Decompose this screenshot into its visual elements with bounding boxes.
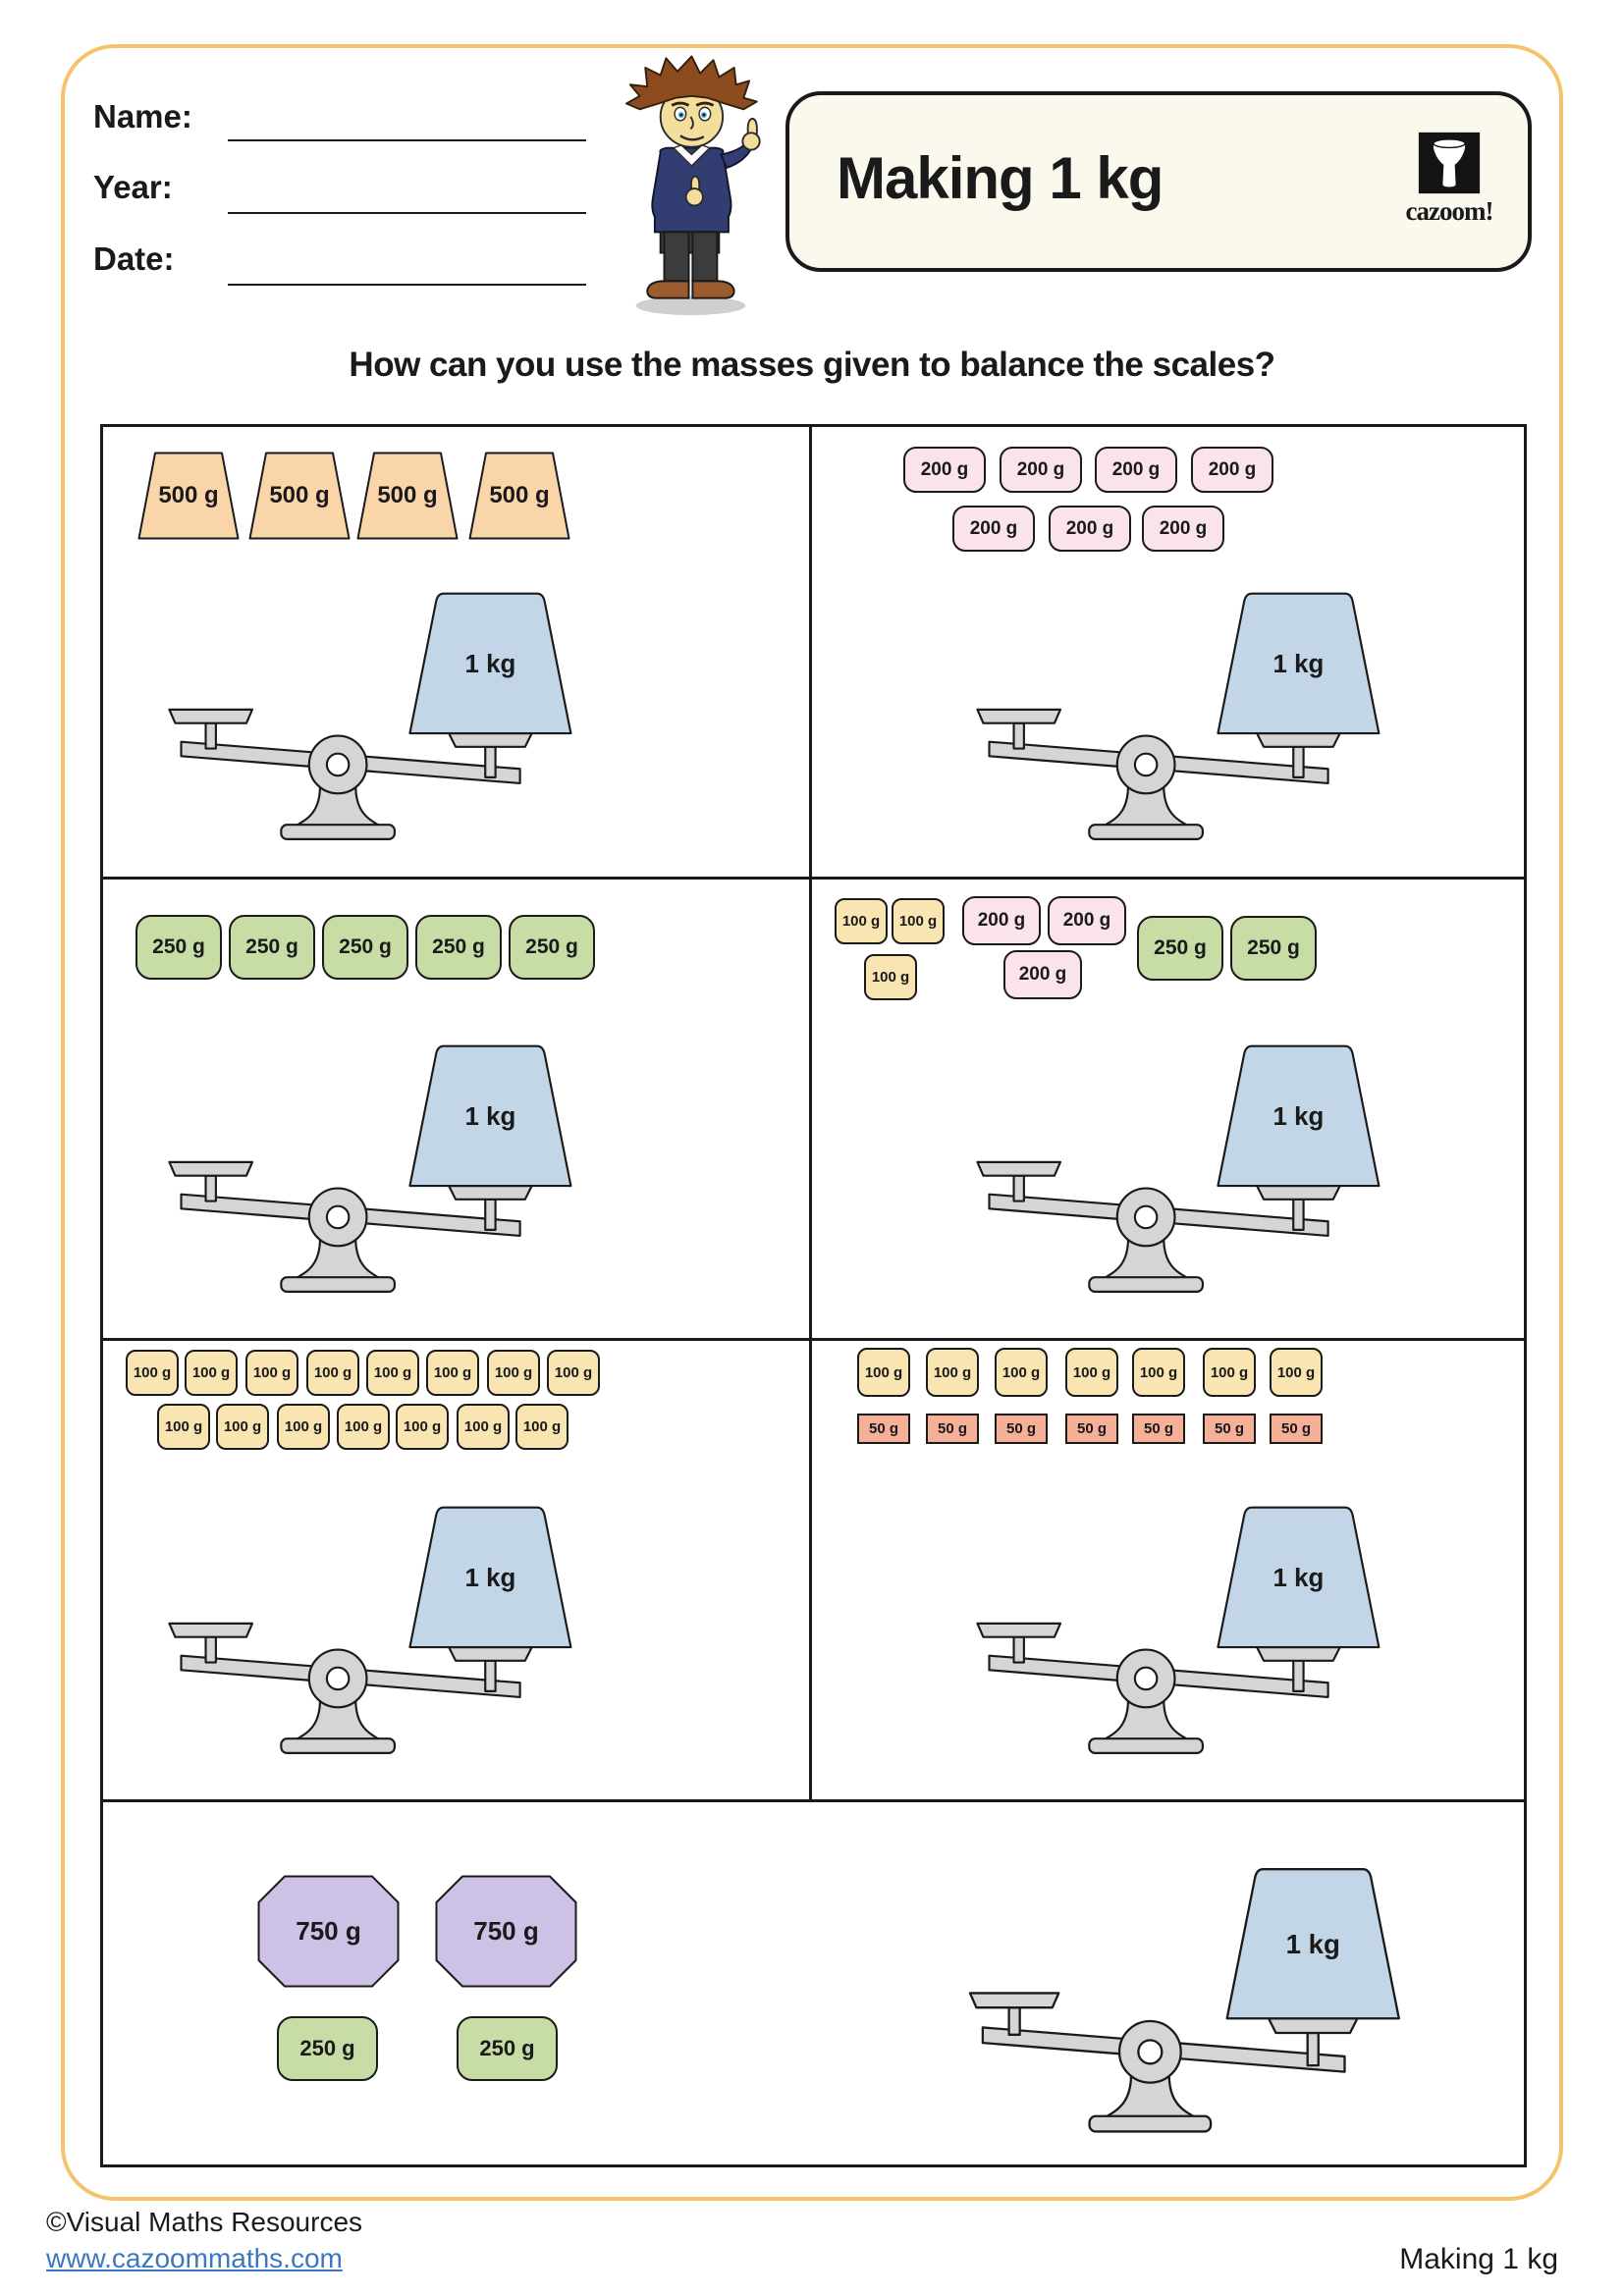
mass-label: 500 g	[158, 482, 219, 508]
panel-2	[812, 427, 1524, 880]
worksheet-grid	[100, 424, 1527, 2167]
mass-250g: 250 g	[322, 915, 408, 980]
mascot-illustration	[602, 51, 777, 334]
mass-100g: 100 g	[157, 1404, 210, 1450]
cazoom-logo	[1394, 131, 1504, 227]
panel-7	[103, 1802, 1524, 2164]
footer-page-title: Making 1 kg	[1399, 2243, 1558, 2275]
mass-50g: 50 g	[995, 1414, 1048, 1444]
mass-100g: 100 g	[926, 1348, 979, 1397]
mass-250g: 250 g	[509, 915, 595, 980]
mass-200g: 200 g	[1191, 447, 1273, 493]
mass-50g: 50 g	[1270, 1414, 1323, 1444]
mass-200g: 200 g	[952, 506, 1035, 552]
mass-50g: 50 g	[1132, 1414, 1185, 1444]
mass-500g	[356, 452, 459, 540]
mass-250g: 250 g	[277, 2016, 378, 2081]
mass-50g: 50 g	[1203, 1414, 1256, 1444]
mass-100g: 100 g	[185, 1350, 238, 1396]
mass-100g: 100 g	[245, 1350, 298, 1396]
mass-100g: 100 g	[396, 1404, 449, 1450]
mass-label: 500 g	[489, 482, 550, 508]
balance-scale	[147, 572, 579, 845]
mass-1kg-label: 1 kg	[1272, 650, 1325, 678]
mass-100g: 100 g	[126, 1350, 179, 1396]
copyright-text: ©Visual Maths Resources	[46, 2207, 363, 2237]
mass-1kg-label: 1 kg	[464, 1102, 516, 1131]
balance-scale	[147, 1025, 579, 1298]
mass-100g: 100 g	[457, 1404, 510, 1450]
balance-scale	[947, 1846, 1408, 2138]
mass-100g: 100 g	[306, 1350, 359, 1396]
mass-label: 750 g	[473, 1916, 539, 1946]
mass-100g: 100 g	[835, 898, 888, 944]
mass-200g: 200 g	[1095, 447, 1177, 493]
mass-250g: 250 g	[229, 915, 315, 980]
mass-200g: 200 g	[1048, 896, 1126, 945]
mass-250g: 250 g	[457, 2016, 558, 2081]
mass-250g: 250 g	[415, 915, 502, 980]
mass-100g: 100 g	[1270, 1348, 1323, 1397]
mass-200g: 200 g	[903, 447, 986, 493]
mass-200g: 200 g	[1049, 506, 1131, 552]
mass-50g: 50 g	[857, 1414, 910, 1444]
mass-100g: 100 g	[216, 1404, 269, 1450]
mass-100g: 100 g	[995, 1348, 1048, 1397]
mass-500g	[137, 452, 240, 540]
mass-1kg-label: 1 kg	[464, 650, 516, 678]
date-label: Date:	[93, 240, 175, 277]
mass-1kg-label: 1 kg	[464, 1564, 516, 1592]
date-field-line	[228, 284, 586, 286]
mass-1kg-label: 1 kg	[1272, 1564, 1325, 1592]
panel-6	[812, 1341, 1524, 1802]
mass-500g	[468, 452, 570, 540]
mass-1kg-label: 1 kg	[1272, 1102, 1325, 1131]
mass-label: 750 g	[296, 1916, 361, 1946]
mass-1kg-label: 1 kg	[1285, 1928, 1340, 1959]
year-field-line	[228, 212, 586, 214]
year-label: Year:	[93, 169, 173, 205]
mass-100g: 100 g	[857, 1348, 910, 1397]
mass-100g: 100 g	[1065, 1348, 1118, 1397]
mass-label: 500 g	[377, 482, 438, 508]
mass-250g: 250 g	[1230, 916, 1317, 981]
mass-250g: 250 g	[135, 915, 222, 980]
mass-100g: 100 g	[515, 1404, 568, 1450]
mass-250g: 250 g	[1137, 916, 1223, 981]
mass-label: 500 g	[269, 482, 330, 508]
mass-100g: 100 g	[366, 1350, 419, 1396]
mass-100g: 100 g	[892, 898, 945, 944]
logo-caption: cazoom!	[1405, 196, 1493, 226]
mass-200g: 200 g	[1000, 447, 1082, 493]
mass-500g	[248, 452, 351, 540]
panel-5	[103, 1341, 812, 1802]
balance-scale	[955, 1486, 1387, 1759]
balance-scale	[955, 1025, 1387, 1298]
mass-100g: 100 g	[1132, 1348, 1185, 1397]
mass-750g	[435, 1875, 577, 1988]
mass-200g: 200 g	[1142, 506, 1224, 552]
balance-scale	[147, 1486, 579, 1759]
mass-750g	[257, 1875, 400, 1988]
mass-100g: 100 g	[487, 1350, 540, 1396]
mass-100g: 100 g	[547, 1350, 600, 1396]
page-title: Making 1 kg	[837, 145, 1164, 211]
mass-200g: 200 g	[1003, 950, 1082, 999]
name-label: Name:	[93, 98, 192, 134]
panel-3	[103, 880, 812, 1341]
balance-scale	[955, 572, 1387, 845]
question-heading: How can you use the masses given to balance the scales?	[349, 346, 1275, 384]
drum-icon	[1417, 131, 1482, 195]
panel-4	[812, 880, 1524, 1341]
name-field-line	[228, 139, 586, 141]
mass-100g: 100 g	[277, 1404, 330, 1450]
title-box	[785, 91, 1532, 272]
panel-1	[103, 427, 812, 880]
mass-50g: 50 g	[926, 1414, 979, 1444]
mass-100g: 100 g	[426, 1350, 479, 1396]
mass-100g: 100 g	[1203, 1348, 1256, 1397]
mass-50g: 50 g	[1065, 1414, 1118, 1444]
mass-100g: 100 g	[337, 1404, 390, 1450]
mass-100g: 100 g	[864, 954, 917, 1000]
website-link[interactable]: www.cazoommaths.com	[46, 2243, 343, 2273]
mass-200g: 200 g	[962, 896, 1041, 945]
